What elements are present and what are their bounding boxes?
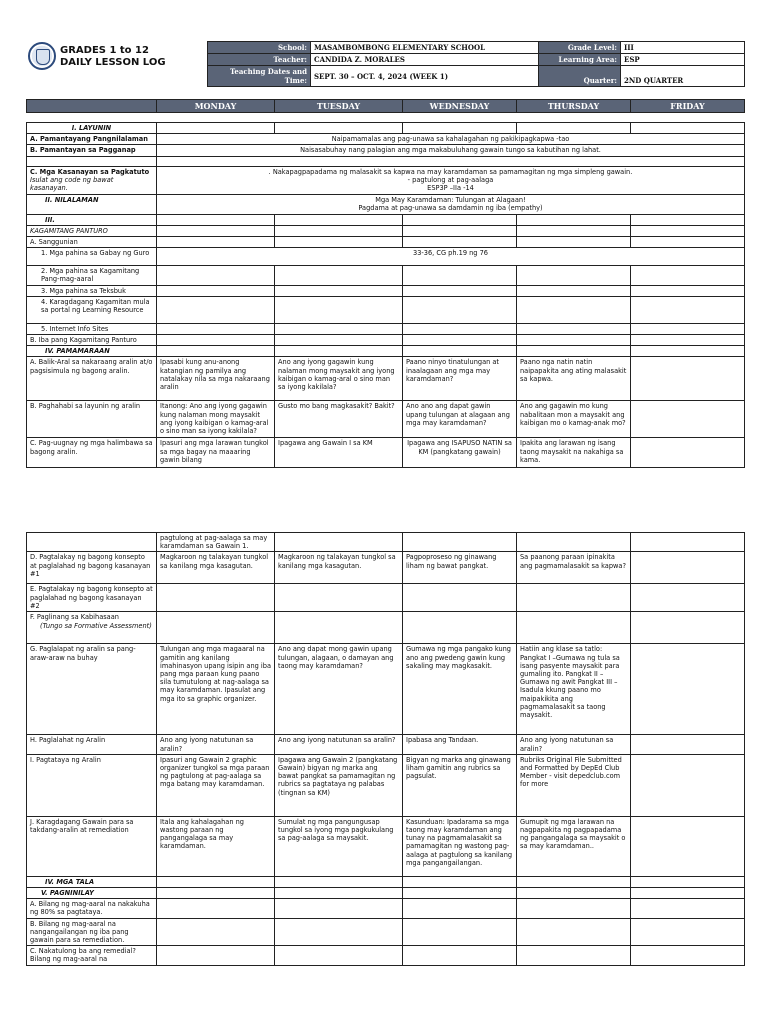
paghahabi-wednesday: Ano ano ang dapat gawin upang tulungan at alagaan ang mga may karamdaman? bbox=[403, 401, 517, 438]
karagdagang-tuesday: Sumulat ng mga pangungusap tungkol sa iyong mga pagkukulang sa pag-aalaga sa maysakit. bbox=[275, 816, 403, 876]
pagtalakay1-monday: Magkaroon ng talakayan tungkol sa kanilang mga kasagutan. bbox=[157, 552, 275, 584]
label-paglalapat: G. Paglalapat ng aralin sa pang-araw-araw na buhay bbox=[27, 644, 157, 735]
pagtalakay1-thursday: Sa paanong paraan ipinakita ang pagmamalasakit sa kapwa? bbox=[517, 552, 631, 584]
balik-friday bbox=[631, 357, 745, 401]
label-teksbuk: 3. Mga pahina sa Teksbuk bbox=[27, 285, 157, 296]
day-friday: FRIDAY bbox=[631, 100, 745, 113]
school-value: MASAMBOMBONG ELEMENTARY SCHOOL bbox=[311, 42, 539, 54]
label-iba-pang: B. Iba pang Kagamitang Panturo bbox=[27, 335, 157, 346]
day-wednesday: WEDNESDAY bbox=[403, 100, 517, 113]
label-internet: 5. Internet Info Sites bbox=[27, 323, 157, 334]
pag-uugnay-monday-cont: pagtulong at pag-aalaga sa may karamdaman sa Gawain 1. bbox=[157, 533, 275, 552]
text-nilalaman bbox=[157, 194, 745, 214]
school-label: School: bbox=[208, 42, 311, 54]
day-header bbox=[26, 99, 745, 113]
pagtataya-monday: Ipasuri ang Gawain 2 graphic organizer tungkol sa mga paraan ng pagtulong at pag-aalaga sa mga batang may karamdaman. bbox=[157, 754, 275, 816]
grade-value: III bbox=[621, 42, 745, 54]
pag-uugnay-thursday: Ipakita ang larawan ng isang taong maysakit na nakahiga sa kama. bbox=[517, 438, 631, 468]
title-line-2: DAILY LESSON LOG bbox=[60, 57, 166, 68]
paglalapat-tuesday: Ano ang dapat mong gawin upang tulungan, alagaan, o damayan ang taong may karamdaman? bbox=[275, 644, 403, 735]
day-tuesday: TUESDAY bbox=[275, 100, 403, 113]
label-sanggunian: A. Sanggunian bbox=[27, 237, 157, 248]
karagdagang-friday bbox=[631, 816, 745, 876]
pag-uugnay-wednesday: Ipagawa ang ISAPUSO NATIN sa KM (pangkatang gawain) bbox=[403, 438, 517, 468]
teacher-label: Teacher: bbox=[208, 54, 311, 66]
section-pagninilay: V. PAGNINILAY bbox=[27, 888, 157, 899]
paglalahat-thursday: Ano ang iyong natutunan sa aralin? bbox=[517, 735, 631, 754]
day-thursday: THURSDAY bbox=[517, 100, 631, 113]
label-pamantayan-pagganap: B. Pamantayan sa Pagganap bbox=[27, 145, 157, 156]
pag-uugnay-friday bbox=[631, 438, 745, 468]
pag-uugnay-tuesday: Ipagawa ang Gawain I sa KM bbox=[275, 438, 403, 468]
label-paglalahat: H. Paglalahat ng Aralin bbox=[27, 735, 157, 754]
pagtataya-tuesday: Ipagawa ang Gawain 2 (pangkatang Gawain) bigyan ng marka ang bawat pangkat sa pamamagitan ng rubrics sa pagtataya ng palabas (tingnan sa KM) bbox=[275, 754, 403, 816]
paglinang-sub: (Tungo sa Formative Assessment) bbox=[40, 621, 152, 630]
day-monday: MONDAY bbox=[157, 100, 275, 113]
paghahabi-monday: Itanong: Ano ang iyong gagawin kung nalaman mong maysakit ang iyong kaibigan o kamag-aral o sino man sa iyong kakilala? bbox=[157, 401, 275, 438]
karagdagang-thursday: Gumupit ng mga larawan na nagpapakita ng pagpapadama ng pangangalaga sa maysakit o sa may karamdaman.. bbox=[517, 816, 631, 876]
label-paghahabi: B. Paghahabi sa layunin ng aralin bbox=[27, 401, 157, 438]
paglalahat-friday bbox=[631, 735, 745, 754]
label-pag-uugnay: C. Pag-uugnay ng mga halimbawa sa bagong aralin. bbox=[27, 438, 157, 468]
pagtataya-thursday: Rubriks Original File Submitted and Formatted by DepEd Club Member - visit depedclub.com for more bbox=[517, 754, 631, 816]
quarter-value: 2ND QUARTER bbox=[621, 66, 745, 87]
kasanayan-title: C. Mga Kasanayan sa Pagkatuto bbox=[30, 167, 150, 176]
text-pamantayang-pangnilalaman: Naipamamalas ang pag-unawa sa kahalagahan ng pakikipagkapwa -tao bbox=[157, 134, 745, 145]
kasanayan-line-3: ESP3P –IIa -14 bbox=[427, 184, 474, 193]
label-pagtalakay-1: D. Pagtalakay ng bagong konsepto at paglalahad ng bagong kasanayan #1 bbox=[27, 552, 157, 584]
nilalaman-line-1: Mga May Karamdaman: Tulungan at Alagaan! bbox=[375, 195, 526, 204]
text-gabay: 33-36, CG ph.19 ng 76 bbox=[157, 248, 745, 266]
section-nilalaman: II. NILALAMAN bbox=[27, 194, 157, 214]
label-kagamitang-pang: 2. Mga pahina sa Kagamitang Pang-mag-aaral bbox=[27, 266, 157, 285]
label-paglinang bbox=[27, 612, 157, 644]
label-bilang-80: A. Bilang ng mag-aaral na nakakuha ng 80% sa pagtataya. bbox=[27, 899, 157, 918]
pagtataya-wednesday: Bigyan ng marka ang ginawang liham gamitin ang rubrics sa pagsulat. bbox=[403, 754, 517, 816]
label-karagdagang: 4. Karagdagang Kagamitan mula sa portal ng Learning Resource bbox=[27, 296, 157, 323]
paglalapat-friday bbox=[631, 644, 745, 735]
label-nakatulong-remedial: C. Nakatulong ba ang remedial? Bilang ng mag-aaral na bbox=[27, 946, 157, 965]
pag-uugnay-monday: Ipasuri ang mga larawan tungkol sa mga bagay na maaaring gawin bilang bbox=[157, 438, 275, 468]
label-balik-aral: A. Balik-Aral sa nakaraang aralin at/o pagsisimula ng bagong aralin. bbox=[27, 357, 157, 401]
paghahabi-thursday: Ano ang gagawin mo kung nabalitaan mon a maysakit ang kaibigan mo o kamag-anak mo? bbox=[517, 401, 631, 438]
day-corner bbox=[27, 100, 157, 113]
lesson-table-page1 bbox=[26, 122, 745, 468]
dates-value: SEPT. 30 – OCT. 4, 2024 (WEEK 1) bbox=[311, 66, 539, 87]
karagdagang-monday: Itala ang kahalagahan ng wastong paraan ng pangangalaga sa may karamdaman. bbox=[157, 816, 275, 876]
paglalahat-wednesday: Ipabasa ang Tandaan. bbox=[403, 735, 517, 754]
nilalaman-line-2: Pagdama at pag-unawa sa damdamin ng iba (empathy) bbox=[358, 203, 543, 212]
text-kasanayan bbox=[157, 166, 745, 194]
kasanayan-sub: Isulat ang code ng bawat kasanayan. bbox=[30, 175, 114, 193]
dates-label: Teaching Dates and Time: bbox=[208, 66, 311, 87]
area-label: Learning Area: bbox=[539, 54, 621, 66]
paglalapat-wednesday: Gumawa ng mga pangako kung ano ang pwedeng gawin kung sakaling may magkasakit. bbox=[403, 644, 517, 735]
pagtalakay1-wednesday: Pagpoproseso ng ginawang liham ng bawat pangkat. bbox=[403, 552, 517, 584]
pagtalakay1-tuesday: Magkaroon ng talakayan tungkol sa kanilang mga kasagutan. bbox=[275, 552, 403, 584]
paglalahat-tuesday: Ano ang iyong natutunan sa aralin? bbox=[275, 735, 403, 754]
paglalahat-monday: Ano ang iyong natutunan sa aralin? bbox=[157, 735, 275, 754]
label-pagtalakay-2: E. Pagtalakay ng bagong konsepto at paglalahad ng bagong kasanayan #2 bbox=[27, 584, 157, 612]
balik-wednesday: Paano ninyo tinatulungan at inaalagaan ang mga may karamdaman? bbox=[403, 357, 517, 401]
paghahabi-tuesday: Gusto mo bang magkasakit? Bakit? bbox=[275, 401, 403, 438]
karagdagang-wednesday: Kasunduan: Ipadarama sa mga taong may karamdaman ang tunay na pagmamalasakit sa pamamagitan ng wastong pag-aalaga at pagtulong sa kanilang mga pangangailangan. bbox=[403, 816, 517, 876]
label-pagtataya: I. Pagtataya ng Aralin bbox=[27, 754, 157, 816]
kasanayan-line-1: . Nakapagpapadama ng malasakit sa kapwa na may karamdaman sa pamamagitan ng mga simpleng gawain. bbox=[268, 167, 633, 176]
label-kasanayan bbox=[27, 166, 157, 194]
label-karagdagang-gawain: J. Karagdagang Gawain para sa takdang-aralin at remediation bbox=[27, 816, 157, 876]
lesson-table-page2 bbox=[26, 532, 745, 966]
pagtataya-friday bbox=[631, 754, 745, 816]
paghahabi-friday bbox=[631, 401, 745, 438]
grade-label: Grade Level: bbox=[539, 42, 621, 54]
section-pamamaraan: IV. PAMAMARAAN bbox=[27, 346, 157, 357]
area-value: ESP bbox=[621, 54, 745, 66]
quarter-label: Quarter: bbox=[539, 66, 621, 87]
pagtalakay1-friday bbox=[631, 552, 745, 584]
title-line-1: GRADES 1 to 12 bbox=[60, 45, 149, 56]
section-kagamitan: KAGAMITANG PANTURO bbox=[27, 225, 157, 236]
label-bilang-remediation: B. Bilang ng mag-aaral na nangangailangan ng iba pang gawain para sa remediation. bbox=[27, 918, 157, 946]
text-pamantayan-pagganap: Naisasabuhay nang palagian ang mga makabuluhang gawain tungo sa kabutihan ng lahat. bbox=[157, 145, 745, 156]
teacher-value: CANDIDA Z. MORALES bbox=[311, 54, 539, 66]
paglalapat-monday: Tulungan ang mga magaaral na gamitin ang kanilang imahinasyon upang isipin ang iba pang mga paraan kung paano sila tumutulong at nag-aalaga sa may karamdaman. Ipasulat ang mga ito sa graphic organizer. bbox=[157, 644, 275, 735]
balik-monday: Ipasabi kung anu-anong katangian ng pamilya ang natalakay nila sa mga nakaraang aralin bbox=[157, 357, 275, 401]
paglalapat-thursday: Hatiin ang klase sa tatlo: Pangkat I –Gumawa ng tula sa isang pasyente maysakit para gumaling ito. Pangkat II –Gumawa ng awit Pangkat III –Isadula kkung paano mo maipakikita ang pagmamalasakit sa taong maysakit. bbox=[517, 644, 631, 735]
paglinang-title: F. Paglinang sa Kabihasaan bbox=[30, 613, 119, 622]
deped-seal-logo bbox=[28, 42, 56, 70]
document-title bbox=[60, 45, 166, 69]
section-iii: III. bbox=[27, 214, 157, 225]
balik-thursday: Paano nga natin natin naipapakita ang ating malasakit sa kapwa. bbox=[517, 357, 631, 401]
section-mga-tala: IV. MGA TALA bbox=[27, 876, 157, 887]
header-info-table bbox=[207, 41, 745, 87]
section-layunin: I. LAYUNIN bbox=[27, 123, 157, 134]
label-gabay: 1. Mga pahina sa Gabay ng Guro bbox=[27, 248, 157, 266]
balik-tuesday: Ano ang iyong gagawin kung nalaman mong maysakit ang iyong kaibigan o kamag-aral o sino man sa iyong kakilala? bbox=[275, 357, 403, 401]
label-pamantayang-pangnilalaman: A. Pamantayang Pangnilalaman bbox=[27, 134, 157, 145]
kasanayan-line-2: - pagtulong at pag-aalaga bbox=[407, 175, 494, 184]
